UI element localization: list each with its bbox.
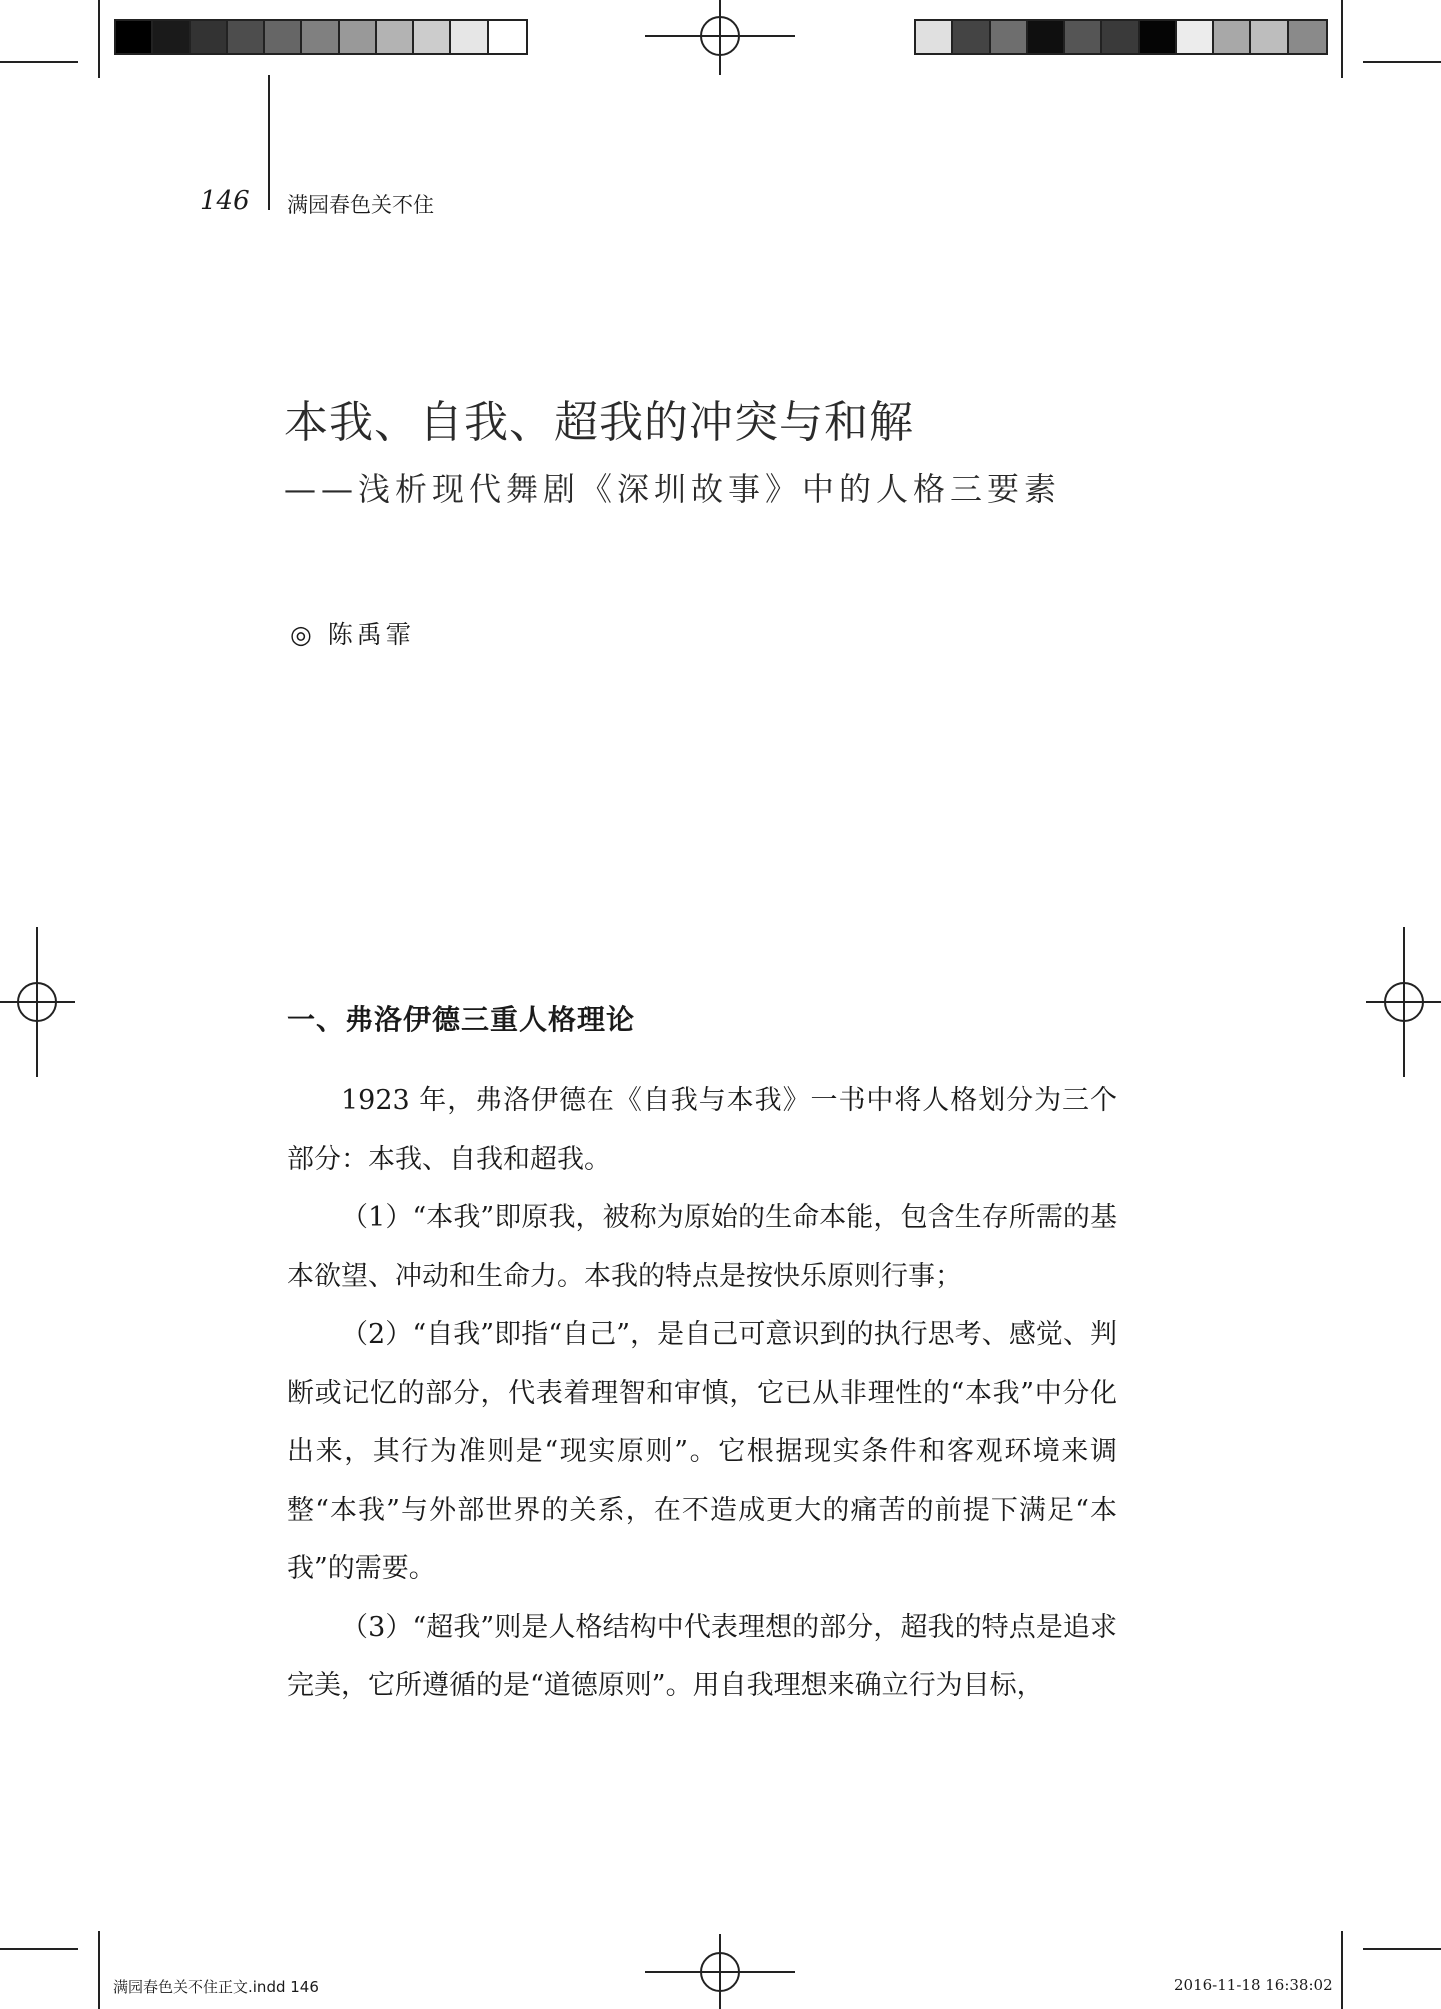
gray-swatch <box>1140 21 1177 53</box>
registration-mark-bottom-icon <box>645 1934 795 2009</box>
footer-file-info: 满园春色关不住正文.indd 146 <box>113 1978 319 1996</box>
gray-swatch <box>1102 21 1139 53</box>
paragraph: （2）“自我”即指“自己”，是自己可意识到的执行思考、感觉、判断或记忆的部分，代表着理智和审慎，它已从非理性的“本我”中分化出来，其行为准则是“现实原则”。它根据现实条件和客观环境来调整“本我”与外部世界的关系，在不造成更大的痛苦的前提下满足“本我”的需要。 <box>287 1319 1117 1584</box>
gray-swatch <box>414 21 451 53</box>
gray-swatch <box>377 21 414 53</box>
gray-swatch <box>1289 21 1326 53</box>
paragraph: （1）“本我”即原我，被称为原始的生命本能，包含生存所需的基本欲望、冲动和生命力。本我的特点是按快乐原则行事； <box>287 1202 1117 1292</box>
gray-swatch <box>991 21 1028 53</box>
header-divider <box>268 75 270 210</box>
gray-swatch <box>1065 21 1102 53</box>
article-title: 本我、自我、超我的冲突与和解 <box>284 397 914 448</box>
article-subtitle: ——浅析现代舞剧《深圳故事》中的人格三要素 <box>284 470 1062 508</box>
author-name: ◎ 陈禹霏 <box>290 620 415 649</box>
gray-swatch <box>1028 21 1065 53</box>
gray-swatch <box>1214 21 1251 53</box>
gray-swatch <box>116 21 153 53</box>
gray-swatch <box>1251 21 1288 53</box>
gray-swatch <box>191 21 228 53</box>
running-title: 满园春色关不住 <box>287 193 434 217</box>
gray-swatch <box>953 21 990 53</box>
registration-mark-left-icon <box>0 927 75 1077</box>
paragraph: （3）“超我”则是人格结构中代表理想的部分，超我的特点是追求完美，它所遵循的是“道德原则”。用自我理想来确立行为目标， <box>287 1611 1117 1701</box>
section-heading: 一、弗洛伊德三重人格理论 <box>287 1003 636 1036</box>
gray-swatch-bar-left <box>114 19 528 55</box>
page-number: 146 <box>200 186 250 216</box>
gray-swatch-bar-right <box>914 19 1328 55</box>
gray-swatch <box>228 21 265 53</box>
registration-mark-right-icon <box>1366 927 1441 1077</box>
registration-mark-top-icon <box>645 0 795 75</box>
gray-swatch <box>916 21 953 53</box>
paragraph: 1923 年，弗洛伊德在《自我与本我》一书中将人格划分为三个部分：本我、自我和超我。 <box>287 1085 1117 1175</box>
gray-swatch <box>1177 21 1214 53</box>
footer-timestamp: 2016-11-18 16:38:02 <box>1174 1976 1333 1994</box>
gray-swatch <box>265 21 302 53</box>
gray-swatch <box>451 21 488 53</box>
gray-swatch <box>489 21 526 53</box>
body-text <box>287 1072 1117 1716</box>
gray-swatch <box>340 21 377 53</box>
gray-swatch <box>153 21 190 53</box>
gray-swatch <box>302 21 339 53</box>
